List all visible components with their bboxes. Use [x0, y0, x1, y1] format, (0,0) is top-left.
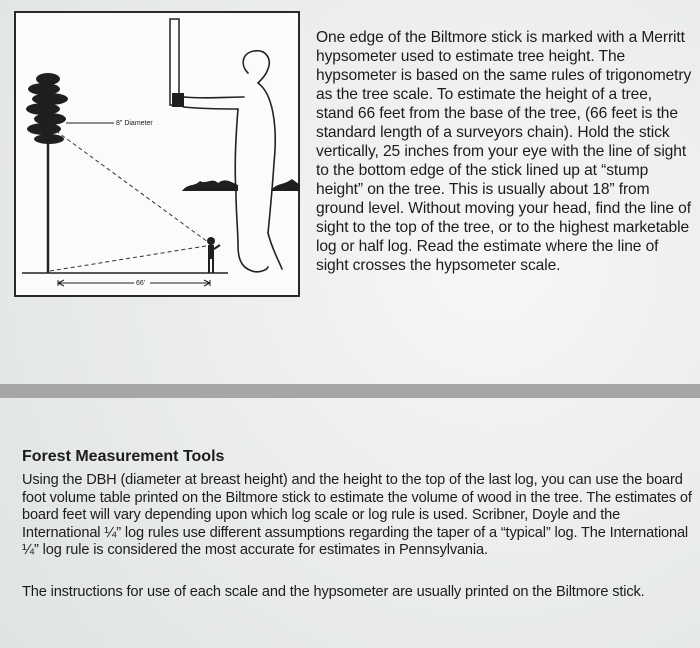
biltmore-stick [170, 19, 179, 105]
hand-grip [172, 93, 184, 107]
section-title: Forest Measurement Tools [22, 448, 225, 465]
hypsometer-illustration [14, 11, 300, 297]
sight-line-bottom [50, 245, 212, 271]
small-person-figure [207, 237, 220, 273]
distance-label: 66' [136, 280, 146, 287]
illustration-drawing [16, 13, 302, 299]
large-person-outline [177, 51, 282, 272]
hypsometer-paragraph: One edge of the Biltmore stick is marked with a Merritt hypsometer used to estimate tree height. The hypsometer is based on the same rules of trigonometry as the tree scale. To estimate the height of a tree, stand 66 feet from the base of the tree, (66 feet is the standard length of a surveyors chain). Hold the stick vertically, 25 inches from your eye with the line of sight to the bottom edge of the stick lined up at “stump height” on the tree. This is usually about 18” from ground level. Without moving your head, find the line of sight to the top of the tree, or to the highest marketable log or half log. Read the estimate where the line of sight crosses the hypsometer scale. [316, 29, 692, 274]
tree-foliage [26, 73, 68, 144]
section-note: The instructions for use of each scale and the hypsometer are usually printed on the Biltmore stick. [22, 584, 645, 600]
distant-hill-right [272, 179, 300, 191]
section-body: Using the DBH (diameter at breast height) and the height to the top of the last log, you can use the board foot volume table printed on the Biltmore stick to estimate the volume of wood in the tree. The estimates of board feet will vary depending upon which log scale or log rule is used. Scribner, Doyle and the International ¼” log rules use different assumptions regarding the taper of a “typical” log. The International ¼” log rule is considered the most accurate for estimates in Pennsylvania. [22, 472, 692, 559]
distant-hill [182, 180, 238, 191]
section-divider [0, 384, 700, 398]
diameter-label: 8" Diameter [116, 120, 153, 127]
